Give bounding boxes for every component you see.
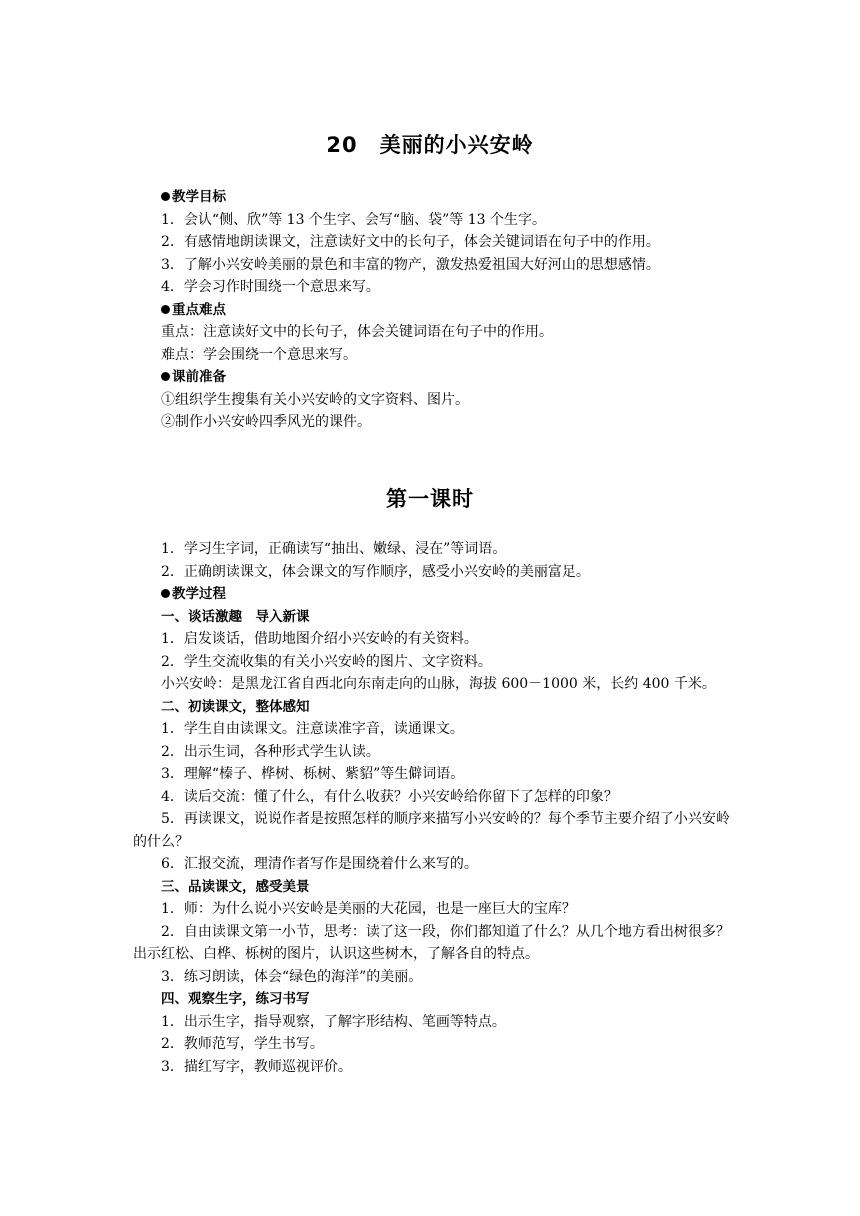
objectives-heading: [161, 186, 741, 209]
part3-item: 3．练习朗读，体会“绿色的海洋”的美丽。: [161, 968, 423, 985]
part2-item: 2．出示生词，各种形式学生认读。: [161, 743, 380, 760]
part2-item: 5．再读课文，说说作者是按照怎样的顺序来描写小兴安岭的？每个季节主要介绍了小兴安岭的什么？: [133, 811, 730, 850]
part2-item: 1．学生自由读课文。注意读准字音，读通课文。: [161, 721, 464, 737]
part1-item: 小兴安岭：是黑龙江省自西北向东南走向的山脉，海拔 600－1000 米，长约 400 千米。: [161, 676, 716, 692]
part3-item: 1．师：为什么说小兴安岭是美丽的大花园，也是一座巨大的宝库？: [161, 901, 576, 917]
part4-item: 3．描红写字，教师巡视评价。: [161, 1058, 352, 1075]
preparation-heading: [161, 366, 741, 389]
goal-item: 2．正确朗读课文，体会课文的写作顺序，感受小兴安岭的美丽富足。: [161, 563, 590, 580]
part4-item: 2．教师范写，学生书写。: [161, 1036, 324, 1052]
goal-item: 1．学习生字词，正确读写“抽出、嫩绿、浸在”等词语。: [161, 541, 507, 557]
bullet-icon: [161, 589, 170, 598]
process-heading: [161, 583, 741, 606]
part3-item: 2．自由读课文第一小节，思考：读了这一段，你们都知道了什么？从几个地方看出树很多？出示红松、白桦、栎树的图片，认识这些树木，了解各自的特点。: [133, 923, 730, 962]
lesson-one-content: [133, 538, 741, 1078]
part4-item: 1．出示生字，指导观察，了解字形结构、笔画等特点。: [161, 1013, 506, 1030]
part2-item: 4．读后交流：懂了什么，有什么收获？小兴安岭给你留下了怎样的印象？: [161, 788, 618, 805]
part2-heading: 二、初读课文，整体感知: [161, 698, 310, 715]
key-point-difficulty: 难点：学会围绕一个意思来写。: [161, 346, 357, 363]
preparation-item: ①组织学生搜集有关小兴安岭的文字资料、图片。: [161, 391, 469, 408]
lesson-overview: [161, 186, 741, 434]
objective-item: 3．了解小兴安岭美丽的景色和丰富的物产，激发热爱祖国大好河山的思想感情。: [161, 256, 660, 273]
process-heading-text: 教学过程: [172, 586, 226, 602]
preparation-heading-text: 课前准备: [172, 369, 226, 385]
part2-item: 6．汇报交流，理清作者写作是围绕着什么来写的。: [161, 856, 478, 872]
key-point-focus: 重点：注意读好文中的长句子，体会关键词语在句子中的作用。: [161, 324, 553, 340]
objective-item: 4．学会习作时围绕一个意思来写。: [161, 279, 380, 295]
bullet-icon: [161, 305, 170, 314]
section-title: 第一课时: [386, 487, 474, 511]
objective-item: 2．有感情地朗读课文，注意读好文中的长句子，体会关键词语在句子中的作用。: [161, 234, 660, 250]
key-points-heading-text: 重点难点: [172, 301, 226, 318]
bullet-icon: [161, 372, 170, 381]
objective-item: 1．会认“侧、欣”等 13 个生字、会写“脑、袋”等 13 个生字。: [161, 211, 546, 228]
part1-item: 2．学生交流收集的有关小兴安岭的图片、文字资料。: [161, 653, 492, 670]
lesson-title: 20 美丽的小兴安岭: [326, 133, 534, 157]
preparation-item: ②制作小兴安岭四季风光的课件。: [161, 414, 371, 430]
part2-item: 3．理解“榛子、桦树、栎树、紫貂”等生僻词语。: [161, 766, 465, 782]
part1-item: 1．启发谈话，借助地图介绍小兴安岭的有关资料。: [161, 631, 478, 647]
key-points-heading: [161, 299, 741, 322]
part1-heading: 一、谈话激趣 导入新课: [161, 608, 310, 625]
part4-heading: 四、观察生字，练习书写: [161, 991, 310, 1007]
objectives-heading-text: 教学目标: [172, 189, 226, 205]
part3-heading: 三、品读课文，感受美景: [161, 878, 310, 895]
bullet-icon: [161, 192, 170, 201]
